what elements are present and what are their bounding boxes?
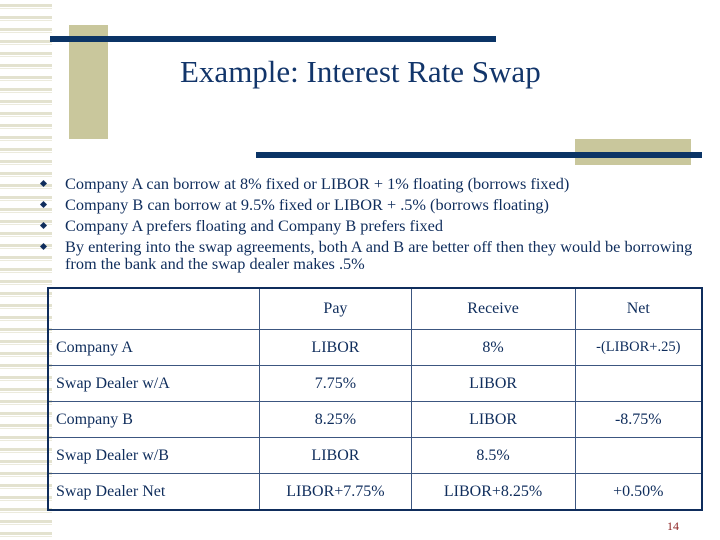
table-row — [48, 474, 702, 511]
pay-cell: LIBOR — [260, 330, 411, 366]
net-cell: -8.75% — [575, 402, 702, 438]
table-row — [48, 330, 702, 366]
table-row — [48, 438, 702, 474]
bullet-item — [36, 175, 706, 193]
diamond-bullet-icon — [40, 201, 47, 208]
receive-cell: LIBOR — [411, 402, 575, 438]
decorative-khaki-bar-top — [69, 25, 108, 139]
pay-cell: 8.25% — [260, 402, 411, 438]
diamond-bullet-icon — [40, 243, 47, 250]
table-row — [48, 402, 702, 438]
net-cell: -(LIBOR+.25) — [575, 330, 702, 366]
receive-cell: 8% — [411, 330, 575, 366]
page-number: 14 — [667, 519, 679, 533]
bullet-item — [36, 217, 706, 235]
slide-title: Example: Interest Rate Swap — [180, 54, 541, 89]
receive-cell: 8.5% — [411, 438, 575, 474]
pay-cell: LIBOR+7.75% — [260, 474, 411, 511]
row-label: Company A — [48, 330, 260, 366]
net-cell — [575, 366, 702, 402]
bullet-item — [36, 196, 706, 214]
row-label: Swap Dealer w/A — [48, 366, 260, 402]
pay-cell: LIBOR — [260, 438, 411, 474]
row-label: Swap Dealer Net — [48, 474, 260, 511]
diamond-bullet-icon — [40, 180, 47, 187]
row-label: Company B — [48, 402, 260, 438]
pay-cell: 7.75% — [260, 366, 411, 402]
swap-table — [47, 287, 703, 511]
bullet-text: Company A can borrow at 8% fixed or LIBOR + 1% floating (borrows fixed) — [65, 174, 570, 193]
decorative-navy-rule-top — [50, 36, 496, 42]
net-cell — [575, 438, 702, 474]
diamond-bullet-icon — [40, 222, 47, 229]
bullet-text: Company A prefers floating and Company B prefers fixed — [65, 216, 443, 235]
row-label: Swap Dealer w/B — [48, 438, 260, 474]
header-cell-pay: Pay — [260, 288, 411, 330]
receive-cell: LIBOR — [411, 366, 575, 402]
bullet-list — [36, 175, 706, 275]
receive-cell: LIBOR+8.25% — [411, 474, 575, 511]
table-row — [48, 366, 702, 402]
header-cell-net: Net — [575, 288, 702, 330]
decorative-navy-rule-bottom — [256, 152, 702, 158]
table-header-row — [48, 288, 702, 330]
net-cell: +0.50% — [575, 474, 702, 511]
header-cell-empty — [48, 288, 260, 330]
header-cell-receive: Receive — [411, 288, 575, 330]
bullet-item — [36, 238, 706, 272]
bullet-text: Company B can borrow at 9.5% fixed or LIBOR + .5% (borrows floating) — [65, 195, 549, 214]
bullet-text: By entering into the swap agreements, both A and B are better off then they would be borrowing from the bank and the swap dealer makes .5% — [65, 237, 693, 273]
